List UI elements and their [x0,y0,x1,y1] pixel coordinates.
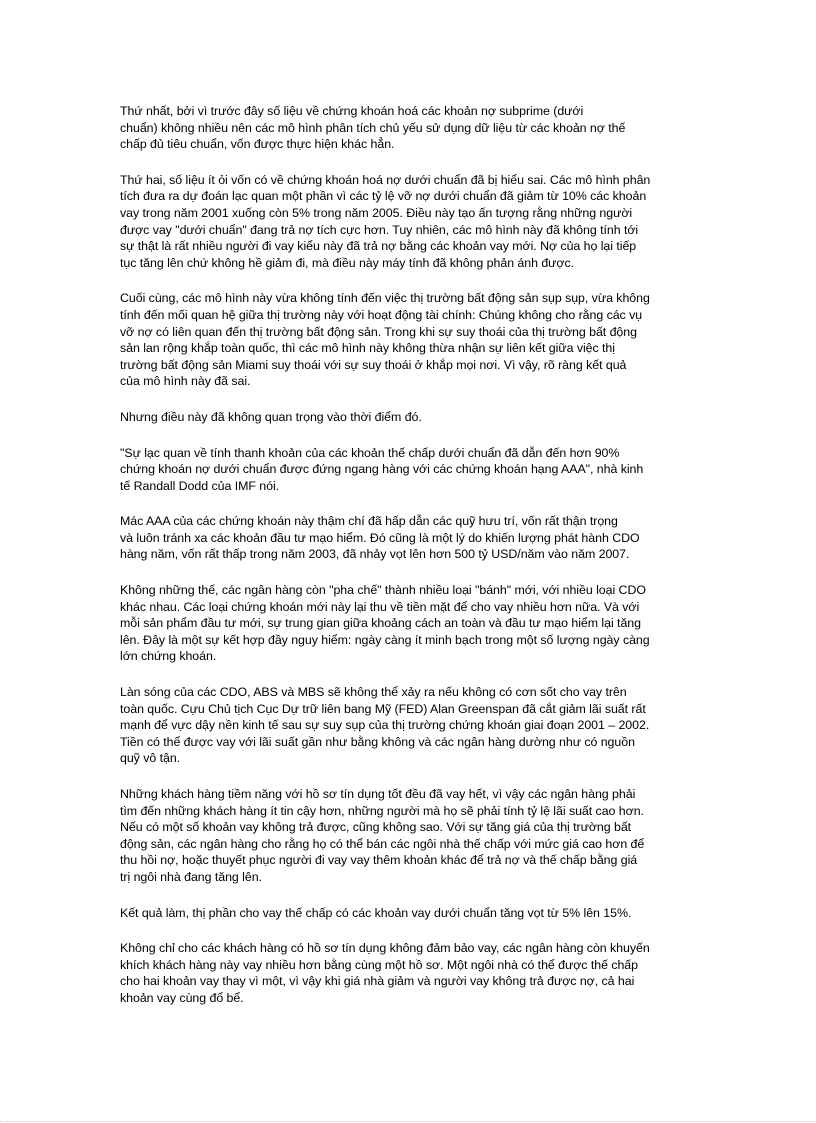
text-line: lên. Đây là một sự kết hợp đầy nguy hiểm: ngày càng ít minh bạch trong một số lượng ngày càng [120,632,650,647]
text-line: mạnh để vực dậy nền kinh tế sau sự suy sụp của thị trường chứng khoán giai đoạn 2001 – 2002. [120,718,650,733]
text-line: tế Randall Dodd của IMF nói. [120,478,280,493]
text-line: và luôn tránh xa các khoản đầu tư mạo hiểm. Đó cũng là một lý do khiến lượng phát hành CDO [120,530,640,545]
text-line: vỡ nợ có liên quan đến thị trường bất động sản. Trong khi sự suy thoái của thị trường bất động [120,324,637,339]
text-line: chuẩn) không nhiều nên các mô hình phân tích chủ yếu sử dụng dữ liệu từ các khoản nợ thế [120,120,626,135]
paragraph-11 [120,940,700,1006]
document-body [120,103,700,1026]
paragraph-7 [120,582,700,665]
paragraph-10 [120,905,700,922]
text-line: Không những thế, các ngân hàng còn "pha chế" thành nhiều loại "bánh" mới, với nhiều loại CDO [120,583,646,598]
text-line: tục tăng lên chứ không hề giảm đi, mà điều này máy tính đã không phản ánh được. [120,255,575,270]
page-bottom-rule [0,1121,816,1122]
paragraph-8 [120,684,700,767]
paragraph-5-quote [120,445,700,495]
text-line: trị ngôi nhà đang tăng lên. [120,869,262,884]
text-line: khích khách hàng này vay nhiều hơn bằng cùng một hồ sơ. Một ngôi nhà có thể được thế chấp [120,957,638,972]
text-line: thu hồi nợ, hoặc thuyết phục người đi vay vay thêm khoản khác để trả nợ và thế chấp bằng giá [120,853,638,868]
text-line: sự thật là rất nhiều người đi vay kiểu này đã trả nợ bằng các khoản vay mới. Nợ của họ lại tiếp [120,239,637,254]
text-line: tích đưa ra dự đoán lạc quan một phần vì các tỷ lệ vỡ nợ dưới chuẩn đã giảm từ 10% các khoản [120,189,647,204]
paragraph-3 [120,290,700,390]
text-line: Cuối cùng, các mô hình này vừa không tính đến việc thị trường bất động sản sụp sụp, vừa không [120,291,650,306]
text-line: Kết quả làm, thị phần cho vay thế chấp có các khoản vay dưới chuẩn tăng vọt từ 5% lên 15%. [120,905,632,920]
text-line: Nhưng điều này đã không quan trọng vào thời điểm đó. [120,409,422,424]
text-line: Nếu có một số khoản vay không trả được, cũng không sao. Với sự tăng giá của thị trường bất [120,820,632,835]
text-line: chấp đủ tiêu chuẩn, vốn được thực hiện khác hẳn. [120,137,395,152]
text-line: mỗi sản phẩm đầu tư mới, sự trung gian giữa khoảng cách an toàn và đầu tư mạo hiểm lại tăng [120,616,641,631]
text-line: Mác AAA của các chứng khoán này thậm chí đã hấp dẫn các quỹ hưu trí, vốn rất thận trọng [120,514,618,529]
text-line: lớn chứng khoán. [120,649,217,664]
text-line: Làn sóng của các CDO, ABS và MBS sẽ không thể xảy ra nếu không có cơn sốt cho vay trên [120,685,627,700]
paragraph-6 [120,513,700,563]
text-line: tính đến mối quan hệ giữa thị trường này với hoạt động tài chính: Chúng không cho rằng các vụ [120,307,643,322]
text-line: khoản vay cùng đổ bể. [120,990,244,1005]
text-line: Thứ hai, số liệu ít ỏi vốn có về chứng khoán hoá nợ dưới chuẩn đã bị hiểu sai. Các mô hình phân [120,172,651,187]
text-line: tìm đến những khách hàng ít tin cậy hơn, những người mà họ sẽ phải tính tỷ lệ lãi suất cao hơn. [120,803,644,818]
text-line: vay trong năm 2001 xuống còn 5% trong năm 2005. Điều này tạo ấn tượng rằng những người [120,205,633,220]
text-line: được vay "dưới chuẩn" đang trả nợ tích cực hơn. Tuy nhiên, các mô hình này đã không tính tới [120,222,639,237]
text-line: khác nhau. Các loại chứng khoán mới này lại thu về tiền mặt để cho vay nhiều hơn nữa. Và với [120,599,640,614]
text-line: Không chỉ cho các khách hàng có hồ sơ tín dụng không đảm bảo vay, các ngân hàng còn khuyến [120,941,650,956]
text-line: "Sự lạc quan về tính thanh khoản của các khoản thế chấp dưới chuẩn đã dẫn đến hơn 90% [120,445,620,460]
text-line: Tiền có thể được vay với lãi suất gần như bằng không và các ngân hàng dường như có nguồn [120,734,635,749]
paragraph-4 [120,409,700,426]
text-line: hàng năm, vốn rất thấp trong năm 2003, đã nhảy vọt lên hơn 500 tỷ USD/năm vào năm 2007. [120,547,630,562]
text-line: quỹ vô tận. [120,751,181,766]
paragraph-1 [120,103,700,153]
text-line: toàn quốc. Cựu Chủ tịch Cục Dự trữ liên bang Mỹ (FED) Alan Greenspan đã cắt giảm lãi suất rất [120,701,646,716]
text-line: Thứ nhất, bởi vì trước đây số liệu về chứng khoán hoá các khoản nợ subprime (dưới [120,104,584,118]
text-line: trường bất động sản Miami suy thoái với sự suy thoái ở khắp mọi nơi. Vì vậy, rõ ràng kết quả [120,357,627,372]
paragraph-9 [120,786,700,886]
text-line: cho hai khoản vay thay vì một, vì vậy khi giá nhà giảm và người vay không trả được nợ, cả hai [120,974,635,989]
text-line: sản lan rộng khắp toàn quốc, thì các mô hình này không thừa nhận sự liên kết giữa việc thị [120,341,615,356]
paragraph-2 [120,172,700,272]
text-line: của mô hình này đã sai. [120,374,251,389]
text-line: chứng khoán nợ dưới chuẩn được đứng ngang hàng với các chứng khoán hạng AAA", nhà kinh [120,462,644,477]
text-line: Những khách hàng tiềm năng với hồ sơ tín dụng tốt đều đã vay hết, vì vậy các ngân hàng phải [120,787,636,801]
text-line: động sản, các ngân hàng cho rằng họ có thể bán các ngôi nhà thế chấp với mức giá cao hơn để [120,836,645,851]
